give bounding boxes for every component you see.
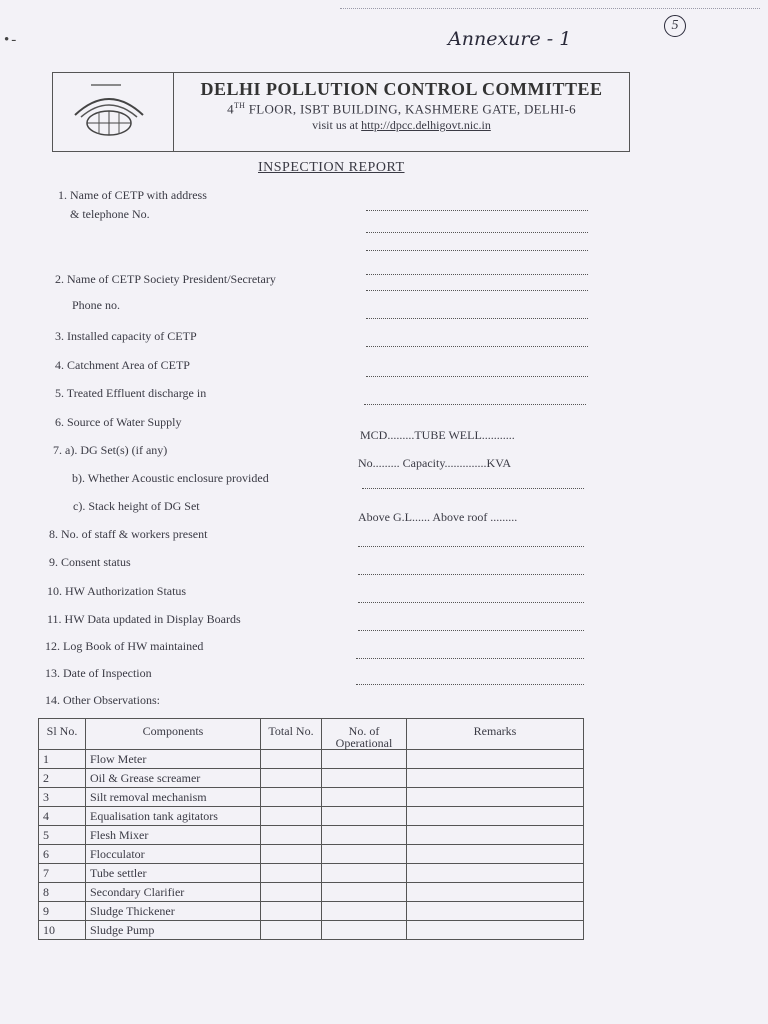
row-number: 5 — [39, 826, 86, 845]
row-number: 8 — [39, 883, 86, 902]
field-3-label: 3. Installed capacity of CETP — [55, 329, 197, 343]
field-4-blank[interactable] — [366, 376, 588, 377]
row-remarks-cell[interactable] — [407, 807, 584, 826]
field-11-blank[interactable] — [358, 630, 584, 631]
water-supply-options[interactable]: MCD.........TUBE WELL........... — [360, 428, 515, 442]
field-2-blank[interactable] — [366, 290, 588, 291]
row-number: 4 — [39, 807, 86, 826]
dg-set-details[interactable]: No......... Capacity..............KVA — [358, 456, 511, 470]
field-1-label: 1. Name of CETP with address — [58, 188, 207, 202]
row-operational-cell[interactable] — [322, 864, 407, 883]
address-floor-number: 4 — [227, 101, 234, 117]
page-number: 5 — [664, 15, 686, 37]
field-12-label: 12. Log Book of HW maintained — [45, 639, 204, 653]
row-number: 6 — [39, 845, 86, 864]
row-remarks-cell[interactable] — [407, 902, 584, 921]
field-13-blank[interactable] — [356, 684, 584, 685]
row-operational-cell[interactable] — [322, 750, 407, 769]
logo-cell — [53, 73, 174, 151]
field-7b-label: b). Whether Acoustic enclosure provided — [72, 471, 269, 485]
field-11-label: 11. HW Data updated in Display Boards — [47, 612, 241, 626]
field-7b-blank[interactable] — [362, 488, 584, 489]
row-operational-cell[interactable] — [322, 883, 407, 902]
row-number: 2 — [39, 769, 86, 788]
row-total-cell[interactable] — [261, 921, 322, 940]
row-remarks-cell[interactable] — [407, 826, 584, 845]
top-dotted-rule — [340, 8, 760, 9]
table-row — [39, 807, 584, 826]
row-remarks-cell[interactable] — [407, 769, 584, 788]
row-remarks-cell[interactable] — [407, 750, 584, 769]
address-text: FLOOR, ISBT BUILDING, KASHMERE GATE, DELHI-6 — [245, 101, 576, 117]
row-total-cell[interactable] — [261, 902, 322, 921]
row-total-cell[interactable] — [261, 750, 322, 769]
table-body — [39, 750, 584, 940]
table-row — [39, 826, 584, 845]
table-row — [39, 845, 584, 864]
row-number: 1 — [39, 750, 86, 769]
field-2-label: 2. Name of CETP Society President/Secretary — [55, 272, 276, 286]
row-component: Secondary Clarifier — [86, 883, 261, 902]
field-12-blank[interactable] — [356, 658, 584, 659]
row-operational-cell[interactable] — [322, 769, 407, 788]
row-operational-cell[interactable] — [322, 788, 407, 807]
field-9-blank[interactable] — [358, 574, 584, 575]
row-number: 3 — [39, 788, 86, 807]
col-header-remarks: Remarks — [407, 719, 584, 750]
row-total-cell[interactable] — [261, 826, 322, 845]
field-5-label: 5. Treated Effluent discharge in — [55, 386, 207, 400]
field-10-label: 10. HW Authorization Status — [47, 584, 187, 598]
row-number: 7 — [39, 864, 86, 883]
field-1-blank[interactable] — [366, 274, 588, 275]
row-total-cell[interactable] — [261, 807, 322, 826]
row-remarks-cell[interactable] — [407, 864, 584, 883]
report-title: INSPECTION REPORT — [258, 160, 405, 175]
table-row — [39, 883, 584, 902]
letterhead-text — [174, 73, 629, 151]
row-component: Flow Meter — [86, 750, 261, 769]
table-row — [39, 902, 584, 921]
row-total-cell[interactable] — [261, 864, 322, 883]
col-header-components: Components — [86, 719, 261, 750]
field-1-label-cont: & telephone No. — [70, 207, 150, 221]
field-5-blank[interactable] — [364, 404, 586, 405]
row-component: Oil & Grease screamer — [86, 769, 261, 788]
row-component: Sludge Pump — [86, 921, 261, 940]
row-number: 10 — [39, 921, 86, 940]
row-component: Flocculator — [86, 845, 261, 864]
row-remarks-cell[interactable] — [407, 788, 584, 807]
field-1-blank[interactable] — [366, 232, 588, 233]
field-6-label: 6. Source of Water Supply — [55, 415, 182, 429]
row-operational-cell[interactable] — [322, 826, 407, 845]
field-7c-label: c). Stack height of DG Set — [73, 499, 200, 513]
row-total-cell[interactable] — [261, 883, 322, 902]
field-1-blank[interactable] — [366, 210, 588, 211]
field-2-label-cont: Phone no. — [72, 298, 120, 312]
field-10-blank[interactable] — [358, 602, 584, 603]
row-component: Tube settler — [86, 864, 261, 883]
field-7a-label: 7. a). DG Set(s) (if any) — [53, 443, 168, 457]
table-row — [39, 864, 584, 883]
org-website — [174, 118, 629, 133]
row-component: Flesh Mixer — [86, 826, 261, 845]
stack-height-details[interactable]: Above G.L...... Above roof ......... — [358, 510, 518, 524]
row-component: Sludge Thickener — [86, 902, 261, 921]
table-row — [39, 788, 584, 807]
row-total-cell[interactable] — [261, 845, 322, 864]
annexure-annotation: Annexure - 1 — [448, 28, 572, 50]
row-total-cell[interactable] — [261, 769, 322, 788]
row-remarks-cell[interactable] — [407, 883, 584, 902]
org-name: DELHI POLLUTION CONTROL COMMITTEE — [200, 79, 603, 99]
row-number: 9 — [39, 902, 86, 921]
col-header-total-no: Total No. — [261, 719, 322, 750]
row-operational-cell[interactable] — [322, 902, 407, 921]
field-13-label: 13. Date of Inspection — [45, 666, 152, 680]
field-2-blank[interactable] — [366, 318, 588, 319]
field-3-blank[interactable] — [366, 346, 588, 347]
letterhead — [52, 72, 630, 152]
col-header-operational: No. of Operational — [322, 719, 407, 750]
row-remarks-cell[interactable] — [407, 845, 584, 864]
row-operational-cell[interactable] — [322, 807, 407, 826]
table-row — [39, 750, 584, 769]
col-header-sl-no: Sl No. — [39, 719, 86, 750]
visit-text: visit us at — [312, 118, 362, 133]
field-4-label: 4. Catchment Area of CETP — [55, 358, 190, 372]
field-9-label: 9. Consent status — [49, 555, 131, 569]
website-link[interactable]: http://dpcc.delhigovt.nic.in — [361, 118, 491, 133]
org-address — [174, 101, 629, 117]
field-8-blank[interactable] — [358, 546, 584, 547]
field-8-label: 8. No. of staff & workers present — [49, 527, 208, 541]
table-row — [39, 769, 584, 788]
row-component: Equalisation tank agitators — [86, 807, 261, 826]
row-total-cell[interactable] — [261, 788, 322, 807]
corner-mark: •- — [4, 32, 19, 48]
table-row — [39, 921, 584, 940]
dpcc-logo-icon — [69, 81, 149, 141]
field-14-label: 14. Other Observations: — [45, 693, 160, 707]
table-header-row — [39, 719, 584, 750]
row-component: Silt removal mechanism — [86, 788, 261, 807]
row-operational-cell[interactable] — [322, 845, 407, 864]
field-1-blank[interactable] — [366, 250, 588, 251]
components-table — [38, 718, 584, 940]
row-remarks-cell[interactable] — [407, 921, 584, 940]
row-operational-cell[interactable] — [322, 921, 407, 940]
address-floor-suffix: TH — [233, 101, 246, 110]
